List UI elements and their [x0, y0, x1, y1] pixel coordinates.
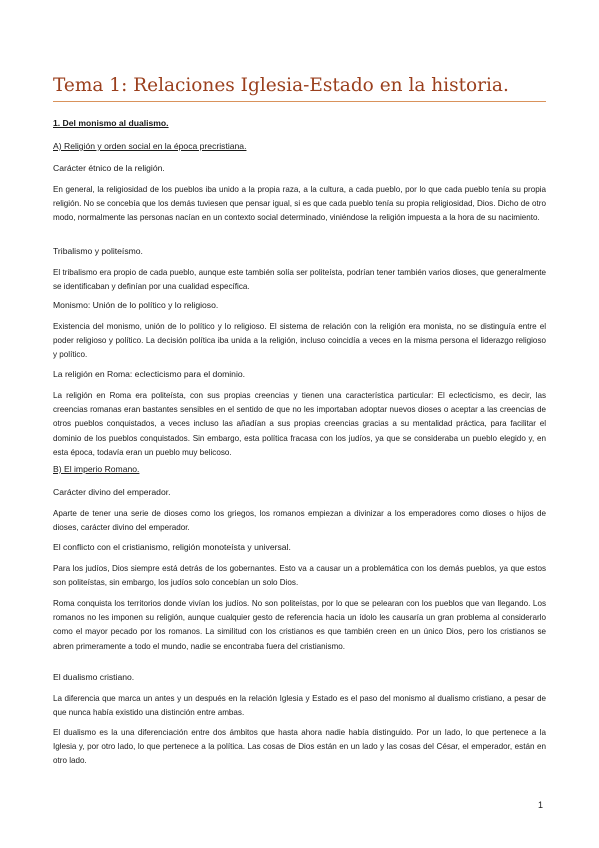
- paragraph-religion-roma: La religión en Roma era politeísta, con sus propias creencias y tienen una característica particular: El eclecticismo, es decir, las creencias romanas eran bastantes sensibles en el sentido de que no les importaban adoptar nuevos dioses o aceptar a las creencias de otros pueblos conquistados, a veces incluso las añadían a sus propias creencias gracias a su mentalidad práctica, para facilitar el dominio de los pueblos conquistados. Sin embargo, esta política fracasa con los judíos, ya que se consideraba un pueblo elegido y, en esta época, todavía eran un pueblo muy belicoso.: [53, 391, 546, 457]
- subheading-caracter-etnico: Carácter étnico de la religión.: [53, 163, 165, 173]
- subheading-dualismo: El dualismo cristiano.: [53, 672, 135, 682]
- subheading-caracter-divino: Carácter divino del emperador.: [53, 487, 171, 497]
- subheading-monismo: Monismo: Unión de lo político y lo religioso.: [53, 300, 219, 310]
- title-underline-rule: [53, 101, 546, 102]
- subheading-conflicto: El conflicto con el cristianismo, religión monoteísta y universal.: [53, 542, 291, 552]
- section-heading-b: B) El imperio Romano.: [53, 464, 140, 474]
- paragraph-dualismo-1: La diferencia que marca un antes y un después en la relación Iglesia y Estado es el paso del monismo al dualismo cristiano, a pesar de que nunca había existido una distinción entre ambas.: [53, 694, 546, 718]
- paragraph-monismo: Existencia del monismo, unión de lo político y lo religioso. El sistema de relación con la religión era monista, no se distinguía entre el poder religioso y político. La decisión política iba unida a la religión, incluso coincidía a veces en la misma persona el liderazgo religioso y político.: [53, 322, 546, 360]
- section-heading-a: A) Religión y orden social en la época precristiana.: [53, 141, 247, 151]
- paragraph-conflicto-1: Para los judíos, Dios siempre está detrás de los gobernantes. Esto va a causar un a problemática con los demás pueblos, ya que estos son politeístas, sin embargo, los judíos solo concebían un solo Dios.: [53, 564, 546, 588]
- paragraph-caracter-divino: Aparte de tener una serie de dioses como los griegos, los romanos empiezan a divinizar a los emperadores como dioses o hijos de dioses, carácter divino del emperador.: [53, 509, 546, 533]
- page-number: 1: [538, 800, 544, 810]
- section-heading-1: 1. Del monismo al dualismo.: [53, 118, 169, 128]
- paragraph-tribalismo: El tribalismo era propio de cada pueblo, aunque este también solía ser politeísta, podrían tener también varios dioses, que generalmente se identificaban y definían por una cualidad específica.: [53, 268, 546, 292]
- page-title: Tema 1: Relaciones Iglesia-Estado en la historia.: [53, 75, 509, 96]
- paragraph-conflicto-2: Roma conquista los territorios donde vivían los judíos. No son politeístas, por lo que se pelearan con los pueblos que van llegando. Los romanos no les imponen su religión, aunque cualquier gesto de referencia hacia un ídolo les causaría un gran problema al considerarlo como el mayor pecado por los romanos. La similitud con los cristianos es que también creen en un único Dios, pero los cristianos se abren primeramente a todo el mundo, nadie se encontraba fuera del cristianismo.: [53, 599, 546, 651]
- paragraph-caracter-etnico: En general, la religiosidad de los pueblos iba unido a la propia raza, a la cultura, a cada pueblo, por lo que cada pueblo tenía su propia religión. No se concebía que los demás tuviesen que pensar igual, si es que cada pueblo tenía su propia religiosidad, Dios. Dicho de otro modo, normalmente las personas nacían en un contexto social determinado, viniéndose la religión impuesta a la hora de su nacimiento.: [53, 185, 546, 223]
- subheading-religion-roma: La religión en Roma: eclecticismo para el dominio.: [53, 369, 246, 379]
- subheading-tribalismo: Tribalismo y politeísmo.: [53, 246, 143, 256]
- paragraph-dualismo-2: El dualismo es la una diferenciación entre dos ámbitos que hasta ahora nadie había distinguido. Por un lado, lo que pertenece a la Iglesia y, por otro lado, lo que pertenece a la política. Las cosas de Dios están en un lado y las cosas del César, el emperador, están en otro lado.: [53, 728, 546, 766]
